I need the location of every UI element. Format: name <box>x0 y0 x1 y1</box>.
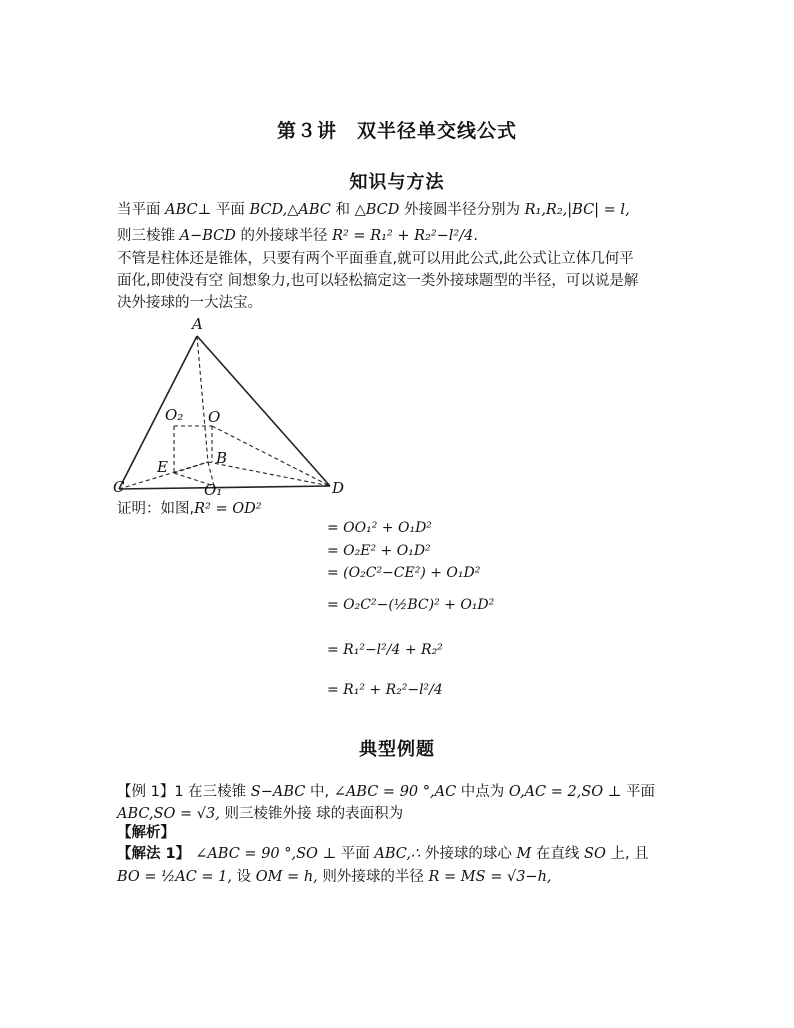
label-A: A <box>192 315 203 333</box>
label-D: D <box>332 479 345 497</box>
pyramid-figure <box>110 312 355 502</box>
example-line-1 <box>117 782 655 802</box>
label-O1: O₁ <box>204 481 223 499</box>
solution-line-2 <box>117 867 552 887</box>
proof-step-1: = OO₁² + O₁D² <box>327 520 432 536</box>
example-text: 设 <box>232 869 256 885</box>
proof-step-3: = (O₂C²−CE²) + O₁D² <box>327 565 481 581</box>
intro-line-2 <box>117 226 478 246</box>
example-math: BO = ½AC = 1, <box>117 869 233 885</box>
analysis-label: 【解析】 <box>117 825 175 841</box>
formula-double-radius: R² = R₁² + R₂²−l²/4. <box>332 228 478 244</box>
intro-math: BCD,△ABC <box>249 202 331 218</box>
section-heading-examples: 典型例题 <box>359 739 435 760</box>
example-math: ABC,SO = √3, <box>117 806 220 822</box>
example-text: 平面 <box>621 784 655 800</box>
intro-text: 平面 <box>211 202 250 218</box>
label-O: O <box>208 408 221 426</box>
intro-math: △BCD <box>354 202 400 218</box>
example-math: ∠ABC = 90 °,AC <box>333 784 457 800</box>
proof-step-2: = O₂E² + O₁D² <box>327 543 431 559</box>
example-text: 【例 1】1 在三棱锥 <box>117 784 251 800</box>
intro-paragraph-line-3: 决外接球的一大法宝。 <box>117 295 262 311</box>
intro-text: 则三棱锥 <box>117 228 180 244</box>
intro-text: 外接圆半径分别为 <box>399 202 525 218</box>
example-math: OM = h, <box>255 869 318 885</box>
intro-paragraph-line-2: 面化,即使没有空 间想象力,也可以轻松搞定这一类外接球题型的半径，可以说是解 <box>117 273 639 289</box>
proof-lead-text: 证明：如图, <box>117 501 195 517</box>
proof-step-4: = O₂C²−(½BC)² + O₁D² <box>327 597 495 613</box>
label-B: B <box>216 449 228 467</box>
intro-text: 和 <box>330 202 355 218</box>
label-O2: O₂ <box>165 406 184 424</box>
page-title: 第３讲 双半径单交线公式 <box>276 120 517 142</box>
intro-math: R₁,R₂,|BC| = l, <box>524 202 630 218</box>
intro-text: 的外接球半径 <box>235 228 333 244</box>
example-math: S−ABC <box>250 784 306 800</box>
segment-EB <box>174 462 208 473</box>
intro-math: ABC⊥ <box>165 202 212 218</box>
proof-lead-math: R² = OD² <box>194 501 262 517</box>
example-text: 平面 <box>336 846 375 862</box>
example-math: M <box>516 846 532 862</box>
segment-OD <box>212 426 330 486</box>
edge-CD <box>119 486 330 489</box>
edge-AB <box>197 336 208 462</box>
example-math: ABC,∴ <box>374 846 421 862</box>
proof-step-6: = R₁² + R₂²−l²/4 <box>327 682 443 698</box>
intro-text: 当平面 <box>117 202 166 218</box>
example-math: SO <box>584 846 606 862</box>
example-text: 中点为 <box>456 784 509 800</box>
proof-lead <box>117 499 262 519</box>
example-math: ∠ABC = 90 °,SO ⊥ <box>195 846 337 862</box>
intro-line-1 <box>117 200 630 220</box>
label-C: C <box>113 478 125 496</box>
intro-paragraph-line-1: 不管是柱体还是锥体，只要有两个平面垂直,就可以用此公式,此公式让立体几何平 <box>117 251 634 267</box>
proof-step-5: = R₁²−l²/4 + R₂² <box>327 642 443 658</box>
example-text: 则外接球的半径 <box>317 869 429 885</box>
solution-label: 【解法 1】 <box>117 846 196 862</box>
example-text: 外接球的球心 <box>420 846 517 862</box>
example-math: R = MS = √3−h, <box>428 869 552 885</box>
example-line-2 <box>117 804 403 824</box>
example-math: O,AC = 2,SO ⊥ <box>508 784 622 800</box>
section-heading-methods: 知识与方法 <box>349 172 445 193</box>
example-text: 则三棱锥外接 球的表面积为 <box>219 806 404 822</box>
example-text: 在直线 <box>531 846 585 862</box>
example-text: 中, <box>305 784 334 800</box>
solution-line-1 <box>117 844 649 864</box>
intro-math: A−BCD <box>179 228 236 244</box>
example-text: 上, 且 <box>605 846 649 862</box>
label-E: E <box>157 458 168 476</box>
